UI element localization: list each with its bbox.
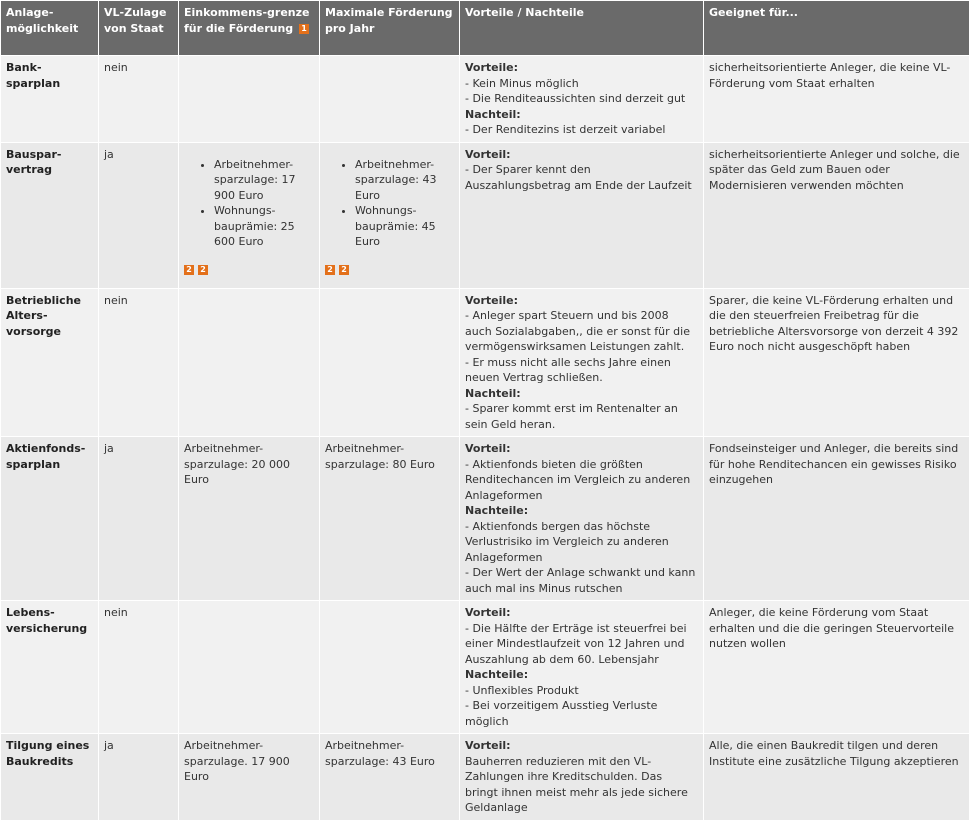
row-einkommensgrenze: Arbeitnehmer-sparzulage: 20 000 Euro xyxy=(179,437,319,600)
row-name: Lebens-versicherung xyxy=(1,601,98,733)
row-vl-zulage: ja xyxy=(99,734,178,820)
cons-title: Nachteile: xyxy=(465,504,529,517)
footnote-badges xyxy=(325,262,454,278)
footnote-badge[interactable]: 2 xyxy=(339,265,349,275)
row-max-foerderung xyxy=(320,143,459,288)
list-item: • Arbeitnehmer-sparzulage: 17 900 Euro xyxy=(214,157,314,204)
header-einkommensgrenze xyxy=(179,1,319,55)
table-row xyxy=(1,437,969,600)
row-name: Bank-sparplan xyxy=(1,56,98,142)
row-name: Betriebliche Alters-vorsorge xyxy=(1,289,98,437)
table-row xyxy=(1,143,969,288)
footnote-badges xyxy=(184,262,314,278)
header-einkommensgrenze-label: Einkommens-grenze für die Förderung xyxy=(184,6,310,35)
pros-title: Vorteile: xyxy=(465,61,519,74)
pro-item: - Kein Minus möglich xyxy=(465,76,579,90)
row-vorteile-nachteile xyxy=(460,143,703,288)
pro-item: - Er muss nicht alle sechs Jahre einen neuen Vertrag schließen. xyxy=(465,355,671,384)
row-vl-zulage: nein xyxy=(99,289,178,437)
pros-title: Vorteil: xyxy=(465,442,511,455)
pro-item: Bauherren reduzieren mit den VL-Zahlungen ihre Kreditschulden. Das bringt ihnen meist mehr als jede sichere Geldanlage xyxy=(465,754,688,814)
pro-item: - Aktienfonds bieten die größten Renditechancen im Vergleich zu anderen Anlageformen xyxy=(465,457,691,502)
row-geeignet-fuer: Alle, die einen Baukredit tilgen und deren Institute eine zusätzliche Tilgung akzeptieren xyxy=(704,734,969,820)
con-item: - Der Wert der Anlage schwankt und kann auch mal ins Minus rutschen xyxy=(465,566,696,595)
row-geeignet-fuer: Anleger, die keine Förderung vom Staat erhalten und die die geringen Steuervorteile nutzen wollen xyxy=(704,601,969,733)
list-item: • Wohnungs-bauprämie: 25 600 Euro xyxy=(214,203,314,250)
row-max-foerderung xyxy=(320,289,459,437)
max-list xyxy=(325,157,454,250)
row-vl-zulage: nein xyxy=(99,56,178,142)
income-list xyxy=(184,157,314,250)
header-anlagemoeglichkeit: Anlage-möglichkeit xyxy=(1,1,98,55)
pro-item: - Die Renditeaussichten sind derzeit gut xyxy=(465,92,686,105)
header-vorteile-nachteile: Vorteile / Nachteile xyxy=(460,1,703,55)
table-row xyxy=(1,56,969,142)
cons-title: Nachteil: xyxy=(465,386,521,400)
pro-item: - Anleger spart Steuern und bis 2008 auch Sozialabgaben,, die er sonst für die vermögenswirksamen Leistungen zahlt. xyxy=(465,309,690,353)
row-name: Tilgung eines Baukredits xyxy=(1,734,98,820)
row-max-foerderung xyxy=(320,56,459,142)
row-vl-zulage: ja xyxy=(99,143,178,288)
row-einkommensgrenze xyxy=(179,56,319,142)
header-row xyxy=(1,1,969,55)
row-vorteile-nachteile xyxy=(460,734,703,820)
row-einkommensgrenze: Arbeitnehmer-sparzulage. 17 900 Euro xyxy=(179,734,319,820)
row-einkommensgrenze xyxy=(179,289,319,437)
con-item: - Sparer kommt erst im Rentenalter an sein Geld heran. xyxy=(465,402,678,431)
table-row xyxy=(1,734,969,820)
row-max-foerderung: Arbeitnehmer-sparzulage: 43 Euro xyxy=(320,734,459,820)
footnote-badge[interactable]: 2 xyxy=(198,265,208,275)
row-vl-zulage: ja xyxy=(99,437,178,600)
pros-title: Vorteile: xyxy=(465,293,519,307)
pro-item: - Die Hälfte der Erträge ist steuerfrei bei einer Mindestlaufzeit von 12 Jahren und Auszahlung ab dem 60. Lebensjahr xyxy=(465,621,687,666)
pros-title: Vorteil: xyxy=(465,739,511,752)
row-vl-zulage: nein xyxy=(99,601,178,733)
row-einkommensgrenze xyxy=(179,143,319,288)
cons-title: Nachteile: xyxy=(465,668,529,681)
row-geeignet-fuer: sicherheitsorientierte Anleger, die keine VL-Förderung vom Staat erhalten xyxy=(704,56,969,142)
row-name: Bauspar-vertrag xyxy=(1,143,98,288)
row-vorteile-nachteile xyxy=(460,437,703,600)
con-item: - Der Renditezins ist derzeit variabel xyxy=(465,123,666,136)
row-name: Aktienfonds-sparplan xyxy=(1,437,98,600)
row-einkommensgrenze xyxy=(179,601,319,733)
pros-title: Vorteil: xyxy=(465,606,511,619)
pro-item: - Der Sparer kennt den Auszahlungsbetrag am Ende der Laufzeit xyxy=(465,163,692,192)
row-vorteile-nachteile xyxy=(460,56,703,142)
con-item: - Unflexibles Produkt xyxy=(465,683,579,697)
footnote-badge[interactable]: 2 xyxy=(184,265,194,275)
row-max-foerderung: Arbeitnehmer-sparzulage: 80 Euro xyxy=(320,437,459,600)
table-row xyxy=(1,289,969,437)
footnote-badge[interactable]: 1 xyxy=(299,24,309,34)
list-item: • Arbeitnehmer-sparzulage: 43 Euro xyxy=(355,157,454,204)
row-geeignet-fuer: Fondseinsteiger und Anleger, die bereits sind für hohe Renditechancen ein gewisses Risiko einzugehen xyxy=(704,437,969,600)
list-item: • Wohnungs-bauprämie: 45 Euro xyxy=(355,203,454,250)
row-vorteile-nachteile xyxy=(460,289,703,437)
cons-title: Nachteil: xyxy=(465,107,521,121)
row-geeignet-fuer: sicherheitsorientierte Anleger und solche, die später das Geld zum Bauen oder Modernisieren verwenden möchten xyxy=(704,143,969,288)
header-maximale-foerderung: Maximale Förderung pro Jahr xyxy=(320,1,459,55)
header-vl-zulage: VL-Zulage von Staat xyxy=(99,1,178,55)
header-geeignet-fuer: Geeignet für... xyxy=(704,1,969,55)
table-row xyxy=(1,601,969,733)
row-vorteile-nachteile xyxy=(460,601,703,733)
row-max-foerderung xyxy=(320,601,459,733)
footnote-badge[interactable]: 2 xyxy=(325,265,335,275)
pros-title: Vorteil: xyxy=(465,147,511,161)
con-item: - Bei vorzeitigem Ausstieg Verluste möglich xyxy=(465,699,658,728)
con-item: - Aktienfonds bergen das höchste Verlustrisiko im Vergleich zu anderen Anlageformen xyxy=(465,519,669,564)
row-geeignet-fuer: Sparer, die keine VL-Förderung erhalten und die den steuerfreien Freibetrag für die betriebliche Altersvorsorge von derzeit 4 392 Euro noch nicht ausgeschöpft haben xyxy=(704,289,969,437)
